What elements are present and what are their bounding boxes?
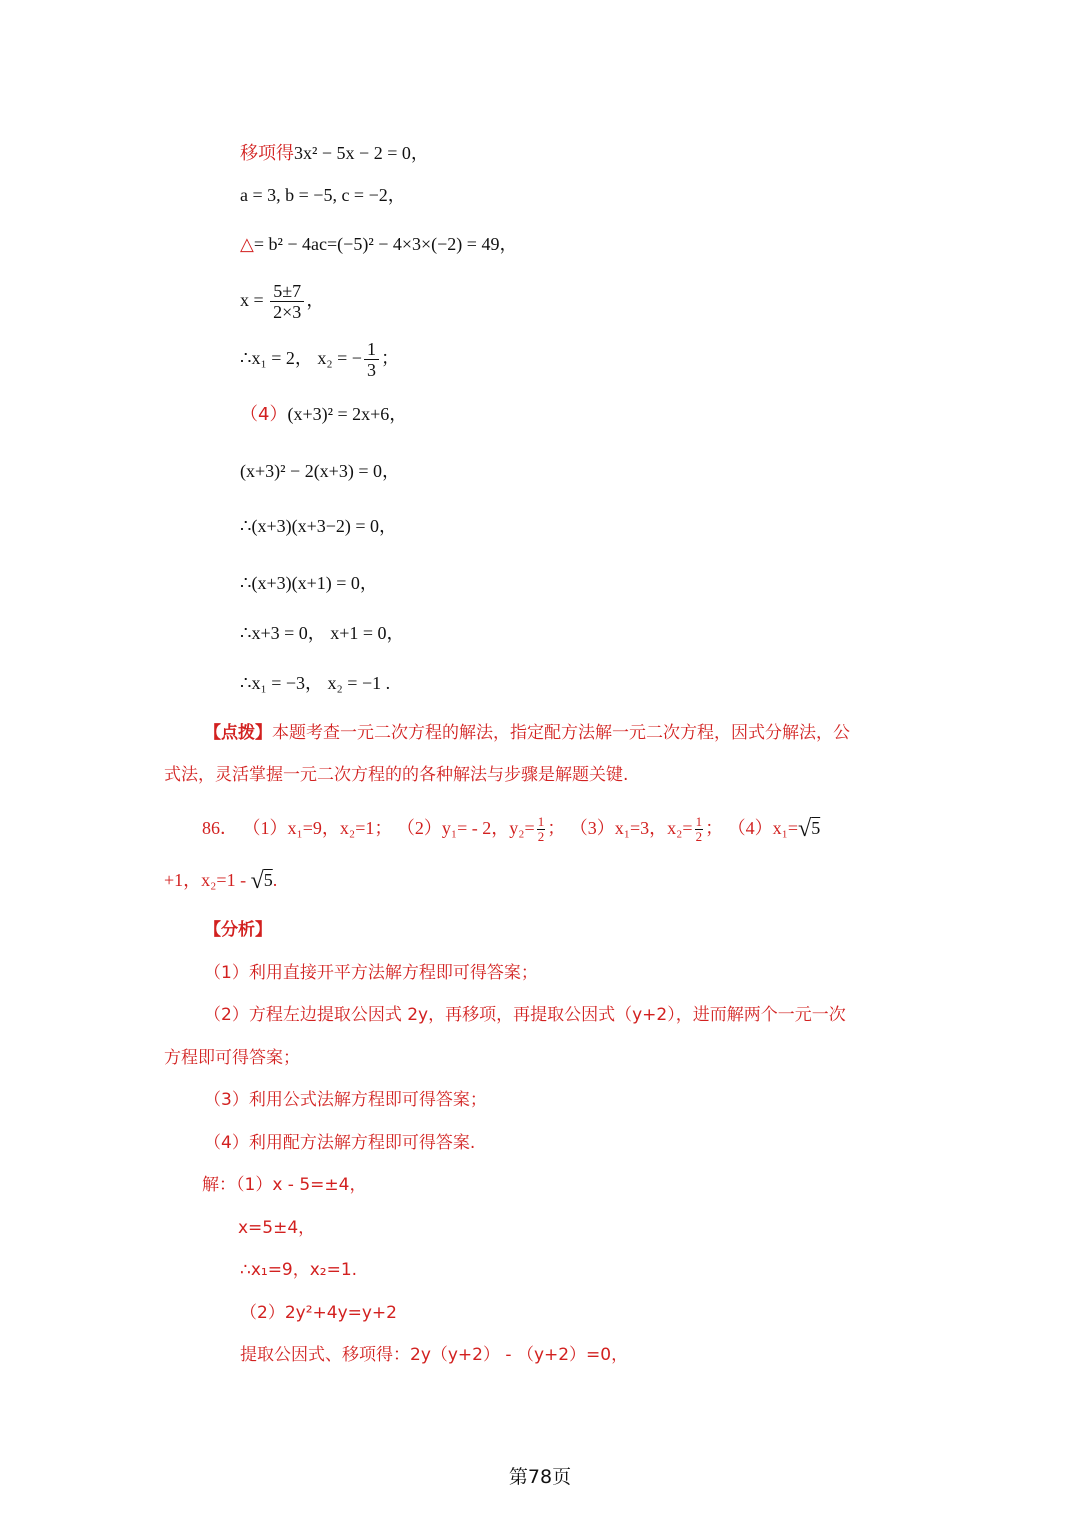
equation: ∴(x+3)(x+1) = 0， xyxy=(240,573,378,593)
fraction xyxy=(270,281,304,322)
part4-step-3 xyxy=(240,570,378,596)
step-coefficients xyxy=(240,182,406,208)
fraction xyxy=(364,339,379,380)
punct: ， xyxy=(306,290,325,310)
solution-line-5: 提取公因式、移项得：2y（y+2） - （y+2）=0， xyxy=(240,1345,629,1365)
tip-paragraph-line-2 xyxy=(164,762,628,788)
solution-line-1 xyxy=(202,1172,366,1198)
radicand: 5 xyxy=(811,818,821,838)
sqrt-5 xyxy=(798,816,821,842)
part4-step-2 xyxy=(240,513,397,539)
label-move-terms: 移项得 xyxy=(240,143,294,164)
part4-step-1 xyxy=(240,458,400,484)
equation: 3x² − 5x − 2 = 0， xyxy=(294,143,429,163)
equation: x = xyxy=(240,290,264,310)
q86-answer-line-1 xyxy=(202,808,820,848)
q86-answer-line-2 xyxy=(164,867,277,893)
sqrt-5 xyxy=(250,868,273,894)
numerator: 1 xyxy=(364,339,379,360)
solution-line-3: ∴x₁=9，x₂=1. xyxy=(240,1260,358,1280)
answer-part-2: （2）y₁= - 2，y₂= xyxy=(396,818,535,838)
tip-text: 式法，灵活掌握一元二次方程的的各种解法与步骤是解题关键. xyxy=(164,765,629,785)
solution-line-2: x=5±4， xyxy=(238,1218,316,1238)
numerator: 1 xyxy=(695,814,703,830)
punct: . xyxy=(272,870,278,890)
equation: （1）x - 5=±4， xyxy=(236,1175,367,1195)
analysis-item-3: （3）利用公式法解方程即可得答案； xyxy=(204,1090,487,1110)
equation: (x+3)² = 2x+6， xyxy=(287,404,408,424)
punct: ； xyxy=(547,818,566,838)
analysis-item-2: （2）方程左边提取公因式 2y，再移项，再提取公因式（y+2），进而解两个一元一次 xyxy=(204,1005,846,1025)
step-quadratic-formula xyxy=(240,276,324,324)
punct: ； xyxy=(380,348,399,368)
fraction xyxy=(695,815,704,844)
sqrt-icon: √ xyxy=(250,868,264,894)
radicand: 5 xyxy=(263,870,273,890)
analysis-item-2-cont: 方程即可得答案； xyxy=(164,1048,300,1068)
equation: ∴x₁ = 2， x₂ = − xyxy=(240,348,362,368)
analysis-item-4: （4）利用配方法解方程即可得答案. xyxy=(204,1133,476,1153)
numerator: 1 xyxy=(537,814,545,830)
sqrt-icon: √ xyxy=(798,816,812,842)
part4-equation xyxy=(240,401,407,428)
denominator: 2 xyxy=(695,829,703,845)
denominator: 2×3 xyxy=(273,302,302,323)
equation: ∴x₁ = −3， x₂ = −1 . xyxy=(240,673,391,693)
solution-label: 解： xyxy=(202,1175,236,1195)
part-label: （4） xyxy=(240,404,288,425)
equation: (x+3)² − 2(x+3) = 0， xyxy=(240,461,400,481)
equation: = b² − 4ac=(−5)² − 4×3×(−2) = 49， xyxy=(253,234,518,254)
analysis-item-1: （1）利用直接开平方法解方程即可得答案； xyxy=(204,963,538,983)
tip-paragraph-line-1 xyxy=(204,720,850,746)
solution-line-4: （2）2y²+4y=y+2 xyxy=(240,1303,397,1323)
step-roots-3 xyxy=(240,334,399,382)
analysis-label: 【分析】 xyxy=(204,920,272,940)
step-move-terms xyxy=(240,140,429,167)
part4-step-4 xyxy=(240,620,405,646)
tip-text: 本题考查一元二次方程的解法，指定配方法解一元二次方程，因式分解法，公 xyxy=(272,723,850,743)
numerator: 5±7 xyxy=(270,281,304,302)
equation: ∴(x+3)(x+3−2) = 0， xyxy=(240,516,398,536)
question-number: 86． xyxy=(202,818,238,838)
answer-part-4-cont: +1，x₂=1 - xyxy=(164,870,251,890)
denominator: 3 xyxy=(366,360,376,381)
step-discriminant xyxy=(240,231,517,257)
fraction xyxy=(537,815,546,844)
answer-part-4: （4）x₁= xyxy=(727,818,799,838)
equation: a = 3, b = −5, c = −2， xyxy=(240,185,406,205)
denominator: 2 xyxy=(537,829,545,845)
equation: ∴x+3 = 0， x+1 = 0， xyxy=(240,623,405,643)
delta-symbol: △ xyxy=(240,234,254,254)
answer-part-1: （1）x₁=9，x₂=1； xyxy=(242,818,393,838)
part4-step-5 xyxy=(240,670,390,696)
answer-part-3: （3）x₁=3，x₂= xyxy=(569,818,693,838)
tip-label: 【点拨】 xyxy=(204,723,272,743)
page-number: 第78页 xyxy=(508,1466,572,1488)
punct: ； xyxy=(705,818,724,838)
